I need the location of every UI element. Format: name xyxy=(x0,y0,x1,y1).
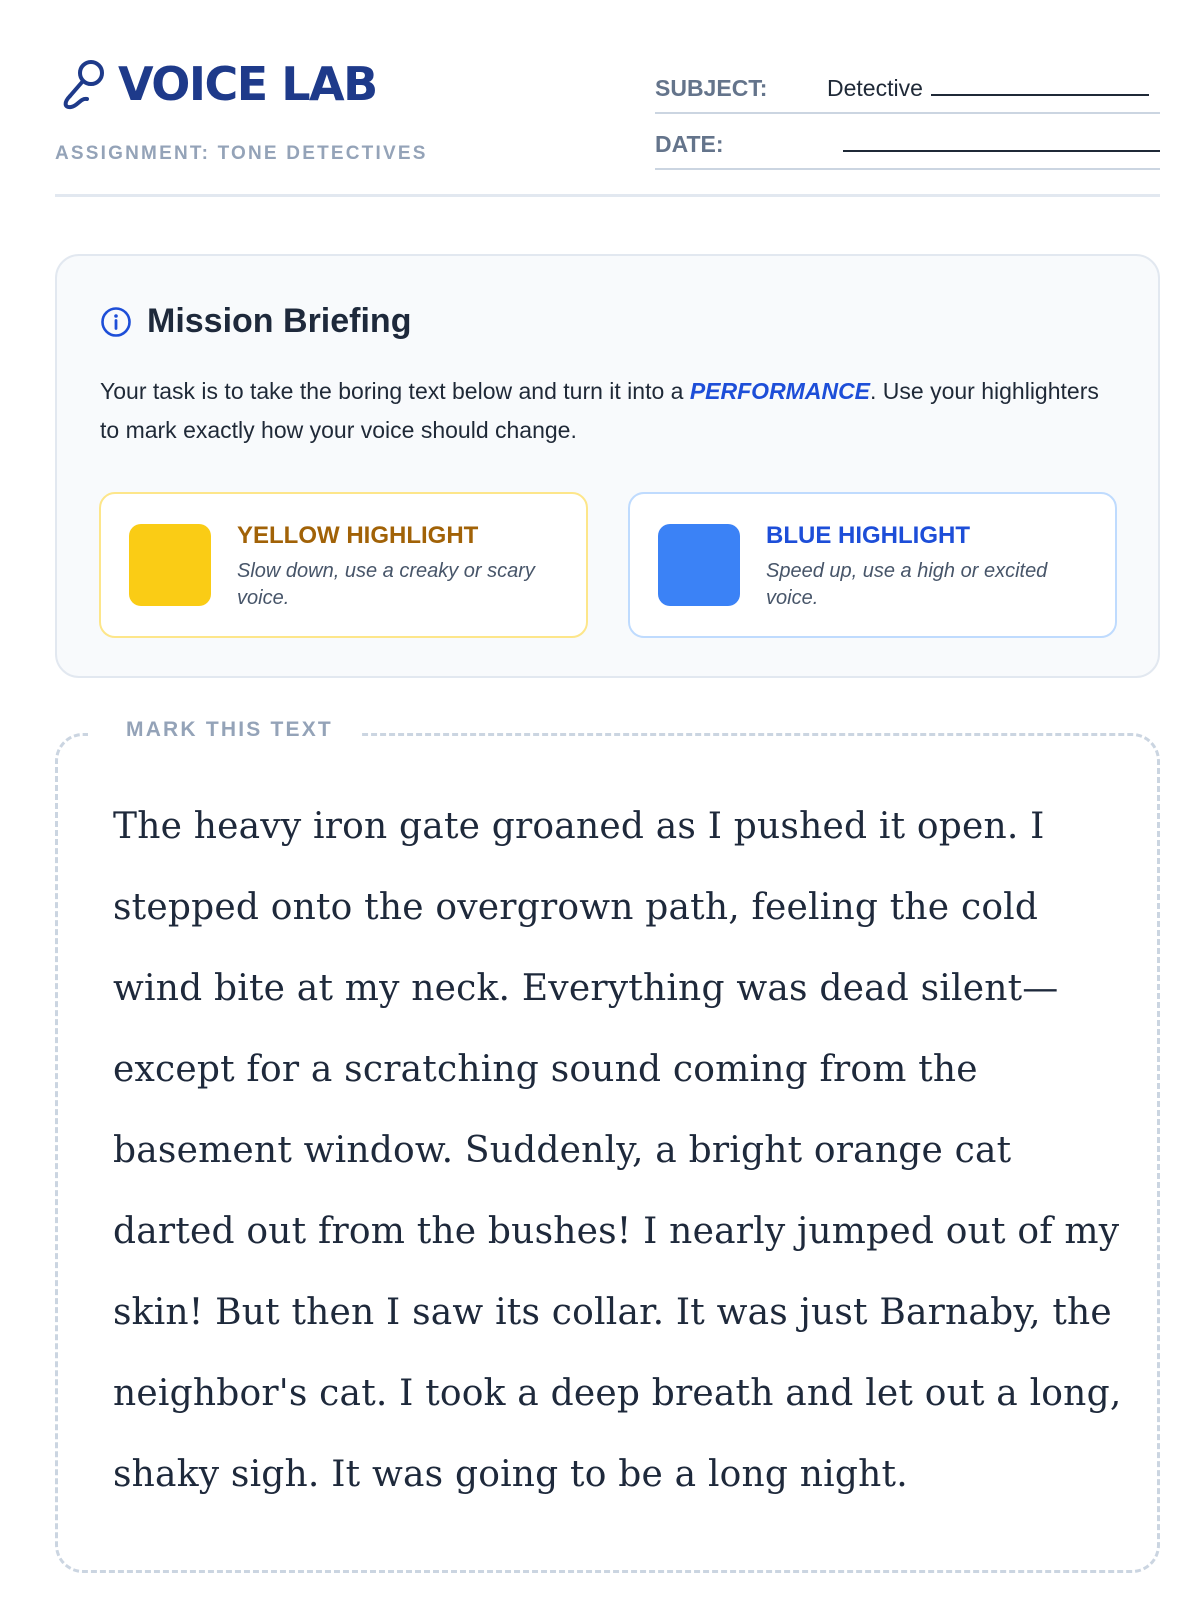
app-title: VOICE LAB xyxy=(118,57,377,111)
briefing-text-end: . Use your highlighters to mark exactly how your voice should change. xyxy=(100,378,1099,443)
blue-legend-description: Speed up, use a high or excited voice. xyxy=(766,560,1048,609)
yellow-legend-title: YELLOW HIGHLIGHT xyxy=(237,522,479,549)
subject-fill-line[interactable] xyxy=(931,94,1149,96)
yellow-legend-description: Slow down, use a creaky or scary voice. xyxy=(237,560,535,609)
briefing-text xyxy=(100,372,1100,450)
briefing-emphasis: PERFORMANCE xyxy=(689,378,871,404)
date-row xyxy=(655,128,1160,170)
app-logo xyxy=(60,58,377,110)
mark-text-card xyxy=(55,718,1160,1573)
microphone-icon xyxy=(60,58,106,110)
subject-label: SUBJECT: xyxy=(655,75,768,101)
mark-text-label: MARK THIS TEXT xyxy=(88,718,361,742)
briefing-title: Mission Briefing xyxy=(147,302,412,340)
mission-briefing-card xyxy=(55,254,1160,678)
briefing-header xyxy=(100,302,411,341)
blue-swatch xyxy=(658,524,740,606)
subject-value: Detective xyxy=(827,75,923,101)
story-passage[interactable]: The heavy iron gate groaned as I pushed it open. I stepped onto the overgrown path, feeling the cold wind bite at my neck. Everything was dead silent—except for a scratching sound coming from the basement window. Suddenly, a bright orange cat darted out from the bushes! I nearly jumped out of my skin! But then I saw its collar. It was just Barnaby, the neighbor's cat. I took a deep breath and let out a long, shaky sigh. It was going to be a long night. xyxy=(113,806,1122,1495)
info-icon xyxy=(100,306,132,338)
briefing-text-start: Your task is to take the boring text below and turn it into a xyxy=(100,378,690,404)
yellow-highlight-legend xyxy=(99,492,588,638)
assignment-label: ASSIGNMENT: TONE DETECTIVES xyxy=(55,143,428,164)
blue-legend-title: BLUE HIGHLIGHT xyxy=(766,522,970,549)
date-label: DATE: xyxy=(655,131,724,157)
blue-highlight-legend xyxy=(628,492,1117,638)
subject-row xyxy=(655,72,1160,114)
date-fill-line[interactable] xyxy=(843,150,1160,152)
header-divider xyxy=(55,194,1160,197)
yellow-swatch xyxy=(129,524,211,606)
